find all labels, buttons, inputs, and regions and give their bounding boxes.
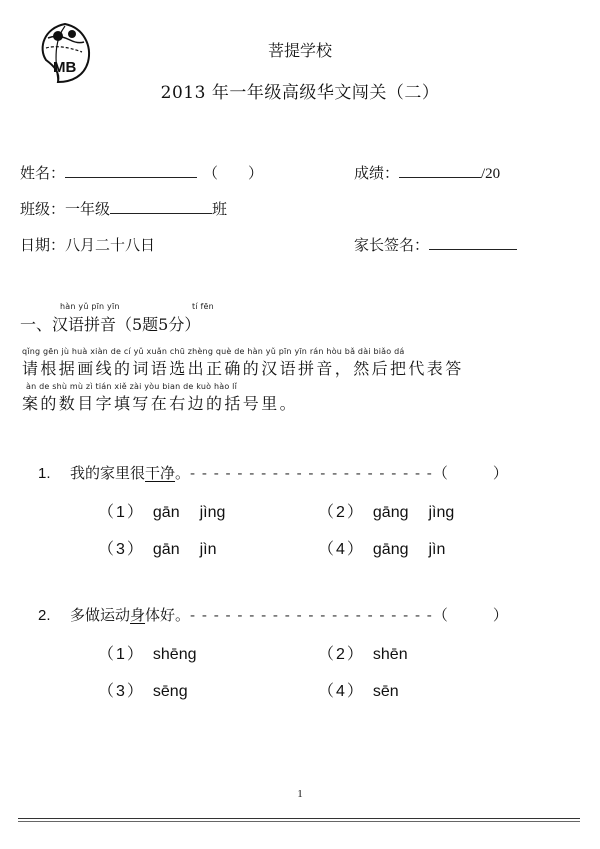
answer-paren[interactable]: （ ） — [432, 606, 508, 624]
option-4[interactable]: （4） sēn — [318, 683, 399, 700]
question-underlined-word: 身 — [130, 606, 146, 624]
option-2[interactable]: （2） shēn — [318, 646, 408, 663]
section-title-pinyin: hàn yǔ pīn yīn — [60, 302, 120, 311]
footer-rule-top — [18, 818, 580, 819]
class-suffix: 班 — [212, 200, 228, 218]
name-label: 姓名： — [20, 164, 66, 182]
option-1[interactable]: （1） shēng — [98, 646, 197, 663]
question-number: 1. — [38, 465, 51, 482]
question-2 — [38, 604, 508, 625]
score-label: 成绩： — [354, 164, 400, 182]
question-leader: - - - - - - - - - - - - - - - - - - - - - — [190, 606, 433, 624]
name-paren: （ ） — [203, 164, 264, 182]
option-3[interactable]: （3） gān jìn — [98, 541, 217, 558]
instruction-line-1: 请根据画线的词语选出正确的汉语拼音，然后把代表答 — [22, 359, 464, 378]
section-title: 一、汉语拼音（5题5分） — [20, 315, 201, 334]
question-text-suffix: 体好。 — [145, 606, 191, 624]
page-title: 2013 年一年级高级华文闯关（二） — [160, 83, 440, 103]
question-text-suffix: 。 — [175, 464, 191, 482]
question-underlined-word: 干净 — [145, 464, 176, 482]
instruction-line-2: 案的数目字填写在右边的括号里。 — [22, 394, 299, 413]
name-field[interactable] — [65, 163, 197, 178]
class-field[interactable] — [110, 199, 212, 214]
score-field[interactable] — [399, 163, 481, 178]
option-1[interactable]: （1） gān jìng — [98, 504, 226, 521]
section-score-pinyin: tí fēn — [192, 302, 214, 311]
date-row: 日期：八月二十八日 — [20, 236, 156, 254]
option-4[interactable]: （4） gāng jìn — [318, 541, 446, 558]
page-number: 1 — [297, 788, 303, 800]
option-3[interactable]: （3） sēng — [98, 683, 188, 700]
answer-paren[interactable]: （ ） — [432, 464, 508, 482]
score-total: /20 — [481, 166, 501, 182]
class-label: 班级：一年级 — [20, 200, 111, 218]
question-text-prefix: 多做运动 — [70, 606, 131, 624]
option-2[interactable]: （2） gāng jìng — [318, 504, 455, 521]
question-number: 2. — [38, 607, 51, 624]
question-text-prefix: 我的家里很 — [70, 464, 146, 482]
instruction-pinyin-2: àn de shù mù zì tián xiě zài yòu bian de kuò hào lǐ — [26, 382, 237, 391]
class-row — [20, 198, 227, 219]
question-leader: - - - - - - - - - - - - - - - - - - - - - — [190, 464, 433, 482]
parent-signature-row — [354, 234, 517, 255]
school-name: 菩提学校 — [267, 41, 332, 60]
score-row — [354, 162, 500, 183]
name-row — [20, 162, 263, 183]
question-1 — [38, 462, 508, 483]
instruction-pinyin-1: qǐng gēn jù huà xiàn de cí yǔ xuǎn chū zhèng què de hàn yǔ pīn yīn rán hòu bǎ dài biǎo dá — [22, 347, 405, 356]
parent-signature-label: 家长签名： — [354, 236, 430, 254]
logo-text: MB — [53, 59, 77, 76]
parent-signature-field[interactable] — [429, 235, 517, 250]
footer-rule-bottom — [18, 821, 580, 822]
